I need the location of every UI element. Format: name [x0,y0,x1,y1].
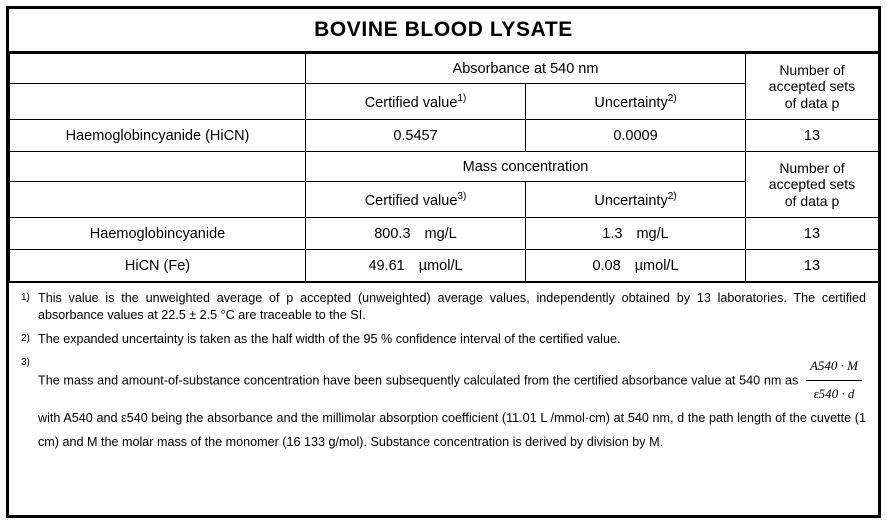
footnotes-section [9,282,878,468]
value-hicn-fe-certified: 49.61 [368,257,405,274]
cell-hicn-absorbance-count: 13 [746,120,879,152]
footnote-3-part-2a: absorbance value at 540 nm as [621,373,799,388]
certified-value-label-2: Certified value [364,192,458,209]
row-label-haemoglobincyanide-mass: Haemoglobincyanide [10,218,306,250]
unit-haemoglobincyanide-certified: mg/L [424,225,457,242]
table-row [10,152,879,182]
page-title: BOVINE BLOOD LYSATE [314,18,573,41]
formula-denominator: ε540 · d [813,385,855,401]
row-label-hicn-absorbance: Haemoglobincyanide (HiCN) [10,120,306,152]
footnote-3 [21,355,866,455]
row-label-hicn-fe: HiCN (Fe) [10,250,306,282]
value-hicn-fe-uncertainty: 0.08 [592,257,621,274]
unit-hicn-fe-certified: µmol/L [418,257,463,274]
certificate-frame [6,6,881,518]
accepted-sets-line-3: of data p [784,94,840,111]
footnote-1 [21,290,866,324]
footnote-3-part-3: coefficient (11.01 L /mmol·cm) at 540 nm, d the path length of the cuvette (1 cm) and M the molar mass of the monomer (16 133 g/mol). Substance concentration is derived by division by M. [38,411,866,450]
certified-value-header-1 [306,84,526,120]
footnote-2-marker: 2) [21,333,30,344]
cell-hicn-absorbance-uncertainty: 0.0009 [526,120,746,152]
uncertainty-header-1 [526,84,746,120]
accepted-sets-2-line-1: Number of [779,159,845,176]
table-row [10,250,879,282]
uncertainty-label-2: Uncertainty [594,192,668,209]
absorbance-group-header: Absorbance at 540 nm [306,54,746,84]
uncertainty-footnote-ref-2: 2) [667,190,677,202]
uncertainty-label-1: Uncertainty [594,94,668,111]
value-haemoglobincyanide-uncertainty: 1.3 [602,225,623,242]
table-row [10,54,879,84]
accepted-sets-header-1 [746,54,879,120]
footnote-2 [21,331,866,348]
cell-hicn-fe-certified [306,250,526,282]
unit-haemoglobincyanide-uncertainty: mg/L [636,225,669,242]
empty-corner-cell-2 [10,84,306,120]
cell-haemoglobincyanide-count: 13 [746,218,879,250]
footnote-1-text: This value is the unweighted average of p accepted (unweighted) average values, independently obtained by 13 laboratories. The certified absorbance values at 22.5 ± 2.5 °C are traceable to the SI. [38,291,866,322]
certified-value-footnote-ref-2: 3) [457,190,467,202]
uncertainty-footnote-ref-1: 2) [667,92,677,104]
accepted-sets-line-1: Number of [779,61,845,78]
cell-haemoglobincyanide-certified [306,218,526,250]
absorption-formula-fraction [806,354,862,406]
certified-value-label-1: Certified value [364,94,458,111]
mass-concentration-group-header: Mass concentration [306,152,746,182]
accepted-sets-2-line-3: of data p [784,192,840,209]
certified-value-header-2 [306,182,526,218]
cell-hicn-absorbance-certified: 0.5457 [306,120,526,152]
accepted-sets-line-2: accepted sets [768,78,856,95]
footnote-3-part-1: The mass and amount-of-substance concentration have been subsequently calculated from the certified [38,373,619,388]
cell-hicn-fe-count: 13 [746,250,879,282]
empty-corner-cell-4 [10,182,306,218]
cell-hicn-fe-uncertainty [526,250,746,282]
footnote-1-marker: 1) [21,292,30,303]
table-row [10,218,879,250]
uncertainty-header-2 [526,182,746,218]
table-row [10,120,879,152]
value-haemoglobincyanide-certified: 800.3 [374,225,411,242]
cell-haemoglobincyanide-uncertainty [526,218,746,250]
footnote-3-part-2b: with A540 and ε540 being the absorbance and the millimolar absorption [38,411,439,426]
document-title-bar [9,9,878,53]
accepted-sets-header-2 [746,152,879,218]
empty-corner-cell-3 [10,152,306,182]
footnote-2-text: The expanded uncertainty is taken as the half width of the 95 % confidence interval of the certified value. [38,332,621,346]
certified-value-footnote-ref-1: 1) [457,92,467,104]
footnote-3-marker: 3) [21,357,30,368]
empty-corner-cell-1 [10,54,306,84]
unit-hicn-fe-uncertainty: µmol/L [634,257,679,274]
formula-numerator: A540 · M [806,354,862,381]
certified-values-table [9,53,879,282]
accepted-sets-2-line-2: accepted sets [768,176,856,193]
